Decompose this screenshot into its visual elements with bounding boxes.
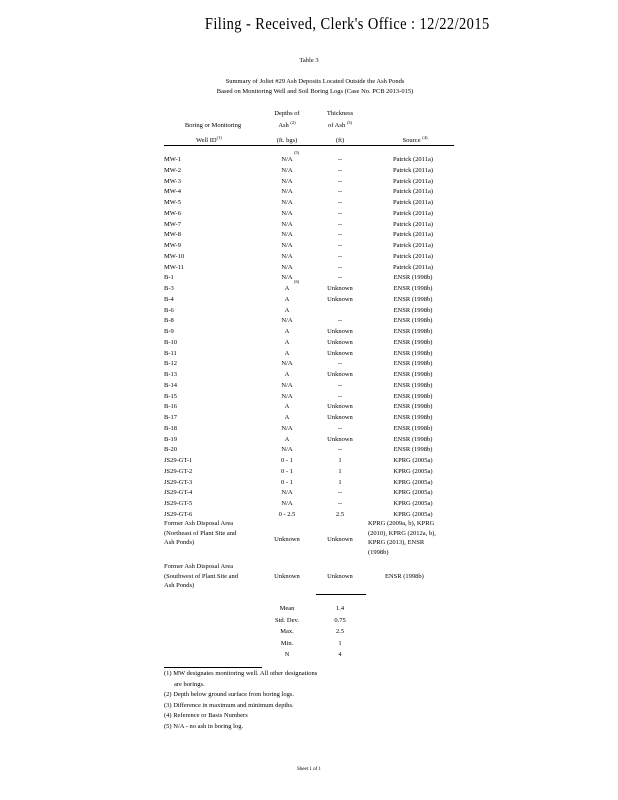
ash-thickness: Unknown — [327, 328, 353, 335]
table-row — [0, 177, 618, 188]
table-row — [0, 252, 618, 263]
area-source-line: KPRG (2009a, b), KPRG — [368, 520, 435, 527]
ash-thickness: -- — [337, 220, 343, 228]
table-row — [0, 316, 618, 327]
well-id: B-3 — [164, 285, 174, 292]
area-label — [164, 519, 236, 548]
col-header-id-2 — [196, 134, 222, 145]
ash-depth: 0 - 1 — [281, 478, 293, 486]
ash-depth: N/A — [281, 392, 293, 400]
source-reference: KPRG (2005a) — [393, 478, 433, 486]
footnote: (1) MW designates monitoring well. All other designations — [164, 670, 318, 677]
stat-value: 1 — [338, 639, 342, 647]
col-header-thick-note: (3) — [346, 119, 353, 125]
well-id: JS29-GT-4 — [164, 489, 193, 497]
stat-label: Mean — [279, 605, 295, 612]
table-row — [0, 424, 618, 435]
source-reference: Patrick (2011a) — [392, 220, 433, 228]
ash-thickness: -- — [337, 209, 343, 217]
source-reference: Patrick (2011a) — [392, 188, 433, 196]
well-id: MW-1 — [164, 156, 181, 163]
col-header-depth-1: Depths of — [274, 110, 300, 117]
well-id: B-9 — [164, 328, 174, 335]
ash-depth: N/A — [281, 156, 293, 163]
footnote: (2) Depth below ground surface from boring logs. — [164, 691, 294, 698]
ash-depth: 0 - 2.5 — [278, 510, 296, 518]
well-id: B-10 — [164, 338, 177, 346]
area-source-line: (1998b) — [368, 548, 389, 556]
source-reference: KPRG (2005a) — [393, 457, 433, 464]
ash-depth: A — [284, 285, 290, 292]
well-id: B-8 — [164, 317, 174, 325]
ash-depth: A — [284, 403, 290, 411]
stat-row — [0, 604, 618, 615]
ash-thickness: -- — [337, 188, 343, 196]
ash-thickness: -- — [337, 424, 343, 432]
well-id: B-4 — [164, 295, 174, 303]
source-reference: Patrick (2011a) — [392, 263, 433, 271]
well-id: B-19 — [164, 435, 177, 443]
area-label-line: (Southwest of Plant Site and — [164, 572, 239, 580]
ash-depth: N/A — [281, 199, 293, 206]
source-reference: ENSR (1998b) — [393, 349, 433, 357]
stat-value: 0.75 — [334, 616, 346, 624]
area-label-line: Ash Ponds) — [164, 539, 195, 546]
ash-depth: N/A — [281, 263, 293, 271]
ash-depth: A — [284, 338, 290, 346]
ash-depth: N/A — [281, 274, 293, 282]
ash-thickness: -- — [337, 199, 343, 206]
source-reference: Patrick (2011a) — [392, 156, 433, 163]
well-id: MW-7 — [164, 220, 181, 228]
col-header-depth-2 — [262, 119, 312, 130]
ash-depth: A — [284, 306, 290, 314]
ash-depth: N/A — [281, 500, 293, 507]
well-id: B-15 — [164, 392, 177, 400]
col-header-thick-3: (ft) — [335, 137, 345, 144]
source-reference: ENSR (1998b) — [393, 371, 433, 378]
source-reference: Patrick (2011a) — [392, 252, 433, 260]
col-header-depth-note: (2) — [290, 119, 296, 125]
table-row — [0, 273, 618, 284]
area-thickness: Unknown — [327, 536, 353, 543]
well-id: B-11 — [164, 349, 177, 357]
ash-thickness: -- — [337, 156, 343, 163]
table-row — [0, 349, 618, 360]
stat-row — [0, 627, 618, 638]
ash-depth: A — [284, 414, 290, 421]
well-id: B-17 — [164, 414, 177, 421]
well-id: B-6 — [164, 306, 174, 314]
table-row — [0, 295, 618, 306]
source-reference: ENSR (1998b) — [393, 295, 433, 303]
area-label-line: Ash Ponds) — [164, 582, 195, 589]
source-reference: ENSR (1998b) — [393, 306, 433, 314]
filing-stamp: Filing - Received, Clerk's Office : 12/22/2015 — [204, 14, 490, 33]
table-row — [0, 499, 618, 510]
ash-depth: N/A — [281, 166, 293, 174]
col-header-source-text: Source — [402, 137, 421, 144]
stat-label: Std. Dev. — [275, 616, 299, 624]
well-id: JS29-GT-3 — [164, 478, 193, 486]
page-footer: Sheet 1 of 1 — [296, 767, 322, 772]
source-reference: Patrick (2011a) — [392, 231, 433, 239]
summary-line-1: Summary of Joliet #29 Ash Deposits Located Outside the Ash Ponds — [225, 78, 405, 85]
source-reference: Patrick (2011a) — [392, 177, 433, 185]
table-row — [0, 435, 618, 446]
table-title: Table 3 — [299, 57, 319, 64]
table-row — [0, 327, 618, 338]
table-row — [0, 381, 618, 392]
source-reference: ENSR (1998b) — [393, 392, 433, 400]
ash-thickness: -- — [337, 446, 343, 454]
table-row — [0, 220, 618, 231]
col-header-depth-text: Ash — [278, 122, 289, 129]
source-reference: Patrick (2011a) — [392, 242, 433, 249]
well-id: JS29-GT-6 — [164, 510, 193, 518]
area-source-line: ENSR (1998b) — [385, 573, 424, 580]
table-row — [0, 338, 618, 349]
ash-depth: N/A — [281, 242, 293, 249]
col-header-thick-text: of Ash — [327, 122, 346, 129]
source-reference: KPRG (2005a) — [393, 500, 433, 507]
notes-rule — [164, 667, 262, 668]
area-thickness: Unknown — [327, 573, 353, 580]
ash-thickness: Unknown — [327, 403, 353, 411]
col-header-depth-3: (ft. bgs) — [276, 137, 298, 144]
stat-row — [0, 650, 618, 661]
col-header-source-note: (4) — [422, 134, 428, 140]
source-reference: ENSR (1998b) — [393, 424, 433, 432]
ash-thickness: Unknown — [327, 295, 353, 303]
well-id: JS29-GT-2 — [164, 467, 193, 475]
table-row — [0, 198, 618, 209]
source-reference: ENSR (1998b) — [393, 360, 433, 368]
ash-depth: N/A — [281, 446, 293, 454]
ash-depth: 0 - 1 — [281, 457, 293, 464]
table-row — [0, 306, 618, 317]
area-source — [385, 572, 424, 582]
ash-depth: N/A — [281, 220, 293, 228]
source-reference: ENSR (1998b) — [393, 285, 433, 292]
ash-depth: A — [284, 349, 290, 357]
source-reference: ENSR (1998b) — [393, 274, 433, 282]
source-reference: ENSR (1998b) — [393, 328, 433, 335]
well-id: MW-3 — [164, 177, 181, 185]
area-label — [164, 562, 238, 591]
stat-value: 1.4 — [335, 605, 345, 612]
table-row — [0, 166, 618, 177]
ash-depth: N/A — [281, 188, 293, 196]
area-label-line: Former Ash Disposal Area — [164, 563, 234, 570]
table-row — [0, 445, 618, 456]
stat-label: Max. — [280, 628, 294, 636]
ash-thickness: -- — [337, 317, 343, 325]
well-id: B-1 — [164, 274, 174, 282]
well-id: MW-6 — [164, 209, 181, 217]
source-reference: ENSR (1998b) — [393, 403, 433, 411]
ash-depth: N/A — [281, 252, 293, 260]
col-header-id-1: Boring or Monitoring — [184, 122, 242, 129]
well-id: MW-2 — [164, 166, 181, 174]
source-reference: ENSR (1998b) — [393, 435, 433, 443]
table-row — [0, 241, 618, 252]
ash-depth: N/A — [281, 177, 293, 185]
area-depth: Unknown — [274, 573, 300, 580]
footnote: (3) Difference in maximum and minimum depths. — [164, 701, 294, 709]
ash-depth: N/A — [281, 424, 293, 432]
source-reference: Patrick (2011a) — [392, 209, 433, 217]
table-row — [0, 209, 618, 220]
stats-rule — [316, 594, 366, 595]
source-reference: ENSR (1998b) — [393, 414, 433, 421]
ash-thickness: -- — [337, 177, 343, 185]
ash-depth: 0 - 1 — [281, 467, 293, 475]
table-row — [0, 392, 618, 403]
source-reference: KPRG (2005a) — [393, 510, 433, 518]
table-row — [0, 230, 618, 241]
ash-depth: N/A — [281, 489, 293, 497]
ash-depth: A — [284, 371, 290, 378]
area-label-line: (Northeast of Plant Site and — [164, 529, 237, 537]
ash-depth: N/A — [281, 360, 293, 368]
table-row — [0, 488, 618, 499]
table-row — [0, 467, 618, 478]
area-source-line: (2010), KPRG (2012a, b), — [368, 529, 436, 537]
ash-thickness: Unknown — [327, 435, 353, 443]
ash-depth: N/A — [281, 381, 293, 389]
source-reference: Patrick (2011a) — [392, 166, 433, 174]
ash-thickness: -- — [337, 392, 343, 400]
col-header-id-text: Well ID — [196, 137, 217, 144]
source-reference: KPRG (2005a) — [393, 467, 433, 475]
footnote: (4) Reference or Basis Numbers — [164, 712, 248, 719]
ash-thickness: -- — [337, 252, 343, 260]
ash-thickness: Unknown — [327, 338, 353, 346]
footnote: (5) N/A - no ash in boring log. — [164, 722, 244, 730]
table-row — [0, 263, 618, 274]
source-reference: ENSR (1998b) — [393, 446, 433, 454]
ash-thickness: -- — [337, 381, 343, 389]
table-row: B-3 A (6) Unknown ENSR (1998b) — [0, 284, 618, 295]
table-row — [0, 187, 618, 198]
table-row — [0, 478, 618, 489]
area-label-line: Former Ash Disposal Area — [164, 520, 234, 527]
stat-value: 4 — [338, 651, 342, 659]
ash-thickness: 1 — [338, 478, 342, 486]
stat-row — [0, 639, 618, 650]
col-header-source — [380, 134, 450, 145]
col-header-thick-2 — [315, 119, 365, 130]
well-id: B-13 — [164, 371, 177, 378]
col-header-id-note: (1) — [216, 134, 222, 140]
stat-row — [0, 616, 618, 627]
ash-depth: N/A — [281, 317, 293, 325]
well-id: B-12 — [164, 360, 177, 368]
well-id: B-18 — [164, 424, 177, 432]
well-id: B-20 — [164, 446, 177, 454]
ash-thickness: -- — [337, 231, 343, 239]
table-row — [0, 402, 618, 413]
well-id: B-14 — [164, 381, 177, 389]
well-id: MW-4 — [164, 188, 181, 196]
table-row — [0, 359, 618, 370]
footnote: are borings. — [174, 680, 205, 688]
well-id: MW-10 — [164, 252, 185, 260]
ash-thickness: -- — [337, 263, 343, 271]
col-header-thick-1: Thickness — [326, 110, 354, 117]
ash-thickness: Unknown — [327, 414, 353, 421]
area-source — [368, 519, 436, 557]
well-id: JS29-GT-5 — [164, 500, 193, 507]
area-depth: Unknown — [274, 536, 300, 543]
ash-thickness: 1 — [338, 457, 342, 464]
well-id: MW-5 — [164, 199, 181, 206]
table-row — [0, 510, 618, 521]
ash-thickness: -- — [337, 166, 343, 174]
source-reference: ENSR (1998b) — [393, 381, 433, 389]
ash-thickness: -- — [337, 360, 343, 368]
ash-thickness: Unknown — [327, 349, 353, 357]
table-row: MW-1 N/A (5) -- Patrick (2011a) — [0, 155, 618, 166]
stat-label: N — [284, 651, 290, 659]
stat-value: 2.5 — [335, 628, 345, 636]
ash-thickness: -- — [337, 242, 343, 249]
table-row — [0, 456, 618, 467]
ash-thickness: -- — [337, 489, 343, 497]
ash-depth: A — [284, 295, 290, 303]
ash-thickness: -- — [337, 500, 343, 507]
source-reference: Patrick (2011a) — [392, 199, 433, 206]
source-reference: KPRG (2005a) — [393, 489, 433, 497]
ash-thickness: 1 — [338, 467, 342, 475]
well-id: MW-8 — [164, 231, 181, 239]
ash-depth: N/A — [281, 231, 293, 239]
header-rule — [164, 145, 454, 146]
ash-thickness: 2.5 — [335, 510, 345, 518]
well-id: MW-9 — [164, 242, 181, 249]
ash-depth: A — [284, 328, 290, 335]
ash-thickness: Unknown — [327, 371, 353, 378]
ash-depth: N/A — [281, 209, 293, 217]
area-source-line: KPRG (2013), ENSR — [368, 539, 425, 546]
source-reference: ENSR (1998b) — [393, 317, 433, 325]
stat-label: Min. — [280, 639, 294, 647]
table-row — [0, 413, 618, 424]
summary-line-2: Based on Monitoring Well and Soil Boring Logs (Case No. PCB 2013-015) — [216, 88, 414, 95]
source-reference: ENSR (1998b) — [393, 338, 433, 346]
table-row — [0, 370, 618, 381]
ash-thickness: Unknown — [327, 285, 353, 292]
well-id: JS29-GT-1 — [164, 457, 193, 464]
ash-thickness: -- — [337, 274, 343, 282]
well-id: B-16 — [164, 403, 177, 411]
ash-depth: A — [284, 435, 290, 443]
well-id: MW-11 — [164, 263, 184, 271]
